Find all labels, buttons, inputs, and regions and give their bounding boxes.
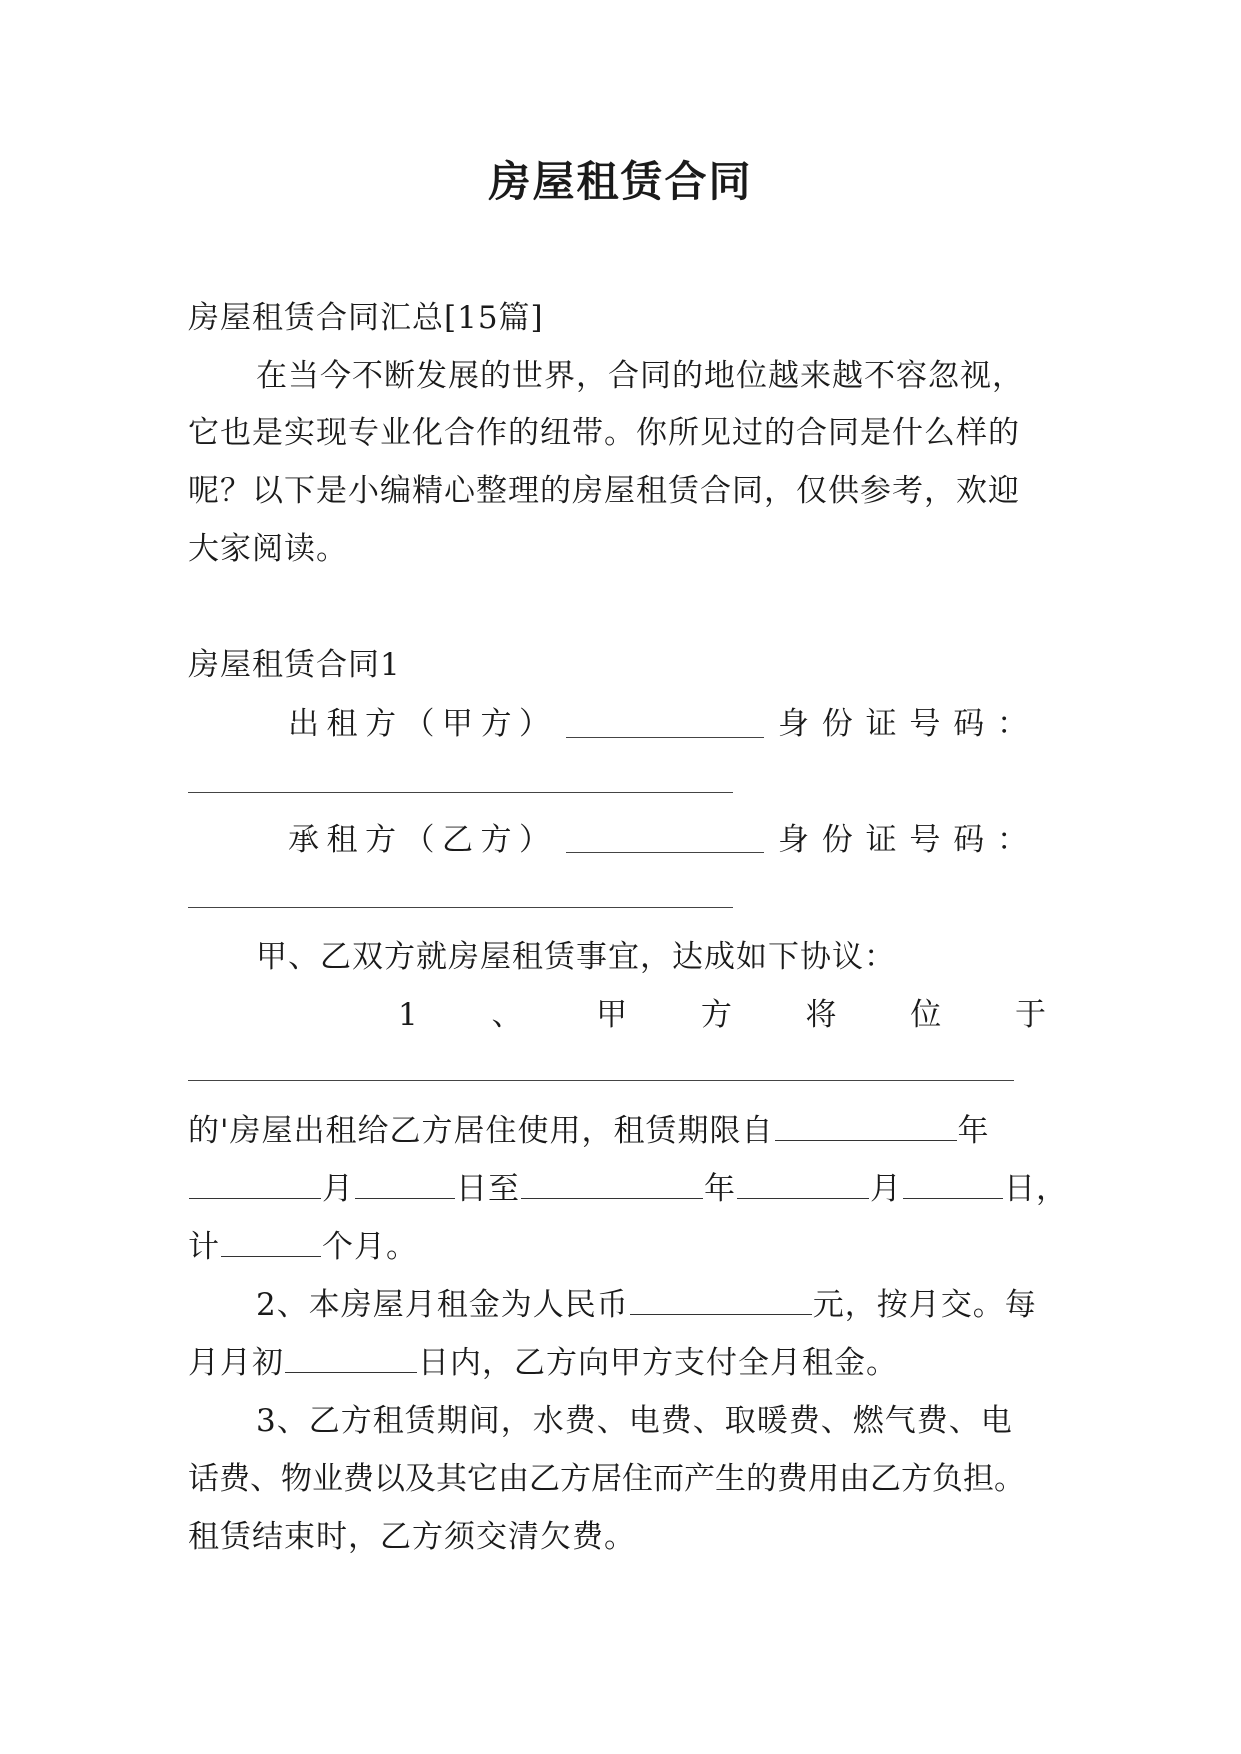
lessor-id-char: 身	[778, 706, 809, 742]
total-months-blank	[221, 1228, 321, 1257]
lessor-id-char: 证	[865, 706, 897, 742]
lessor-id-char: 码	[953, 706, 985, 742]
lessee-char: 租	[326, 822, 358, 858]
lessor-name-blank	[566, 737, 764, 738]
start-day-blank	[355, 1170, 455, 1199]
lessee-char: 乙	[442, 822, 473, 858]
lessee-id-blank	[188, 907, 733, 908]
lessee-id-char: 份	[821, 822, 853, 858]
clause2-text-2: 元，按月交。每	[812, 1287, 1037, 1323]
lessee-char: （	[403, 822, 435, 858]
clause1-char: 将	[805, 997, 837, 1033]
lessor-id-blank	[188, 792, 733, 793]
clause1-char: 1	[398, 997, 418, 1033]
start-month-blank	[189, 1170, 321, 1199]
lessee-id-char: 证	[865, 822, 897, 858]
lessor-char: （	[403, 706, 435, 742]
clause1-line-3	[188, 1225, 418, 1269]
clause2-line-1	[256, 1283, 1037, 1327]
lessor-char: ）	[519, 706, 550, 742]
lessee-char: ）	[519, 822, 550, 858]
lessor-char: 方	[480, 706, 512, 742]
clause2-line-2	[188, 1341, 898, 1385]
end-year-blank	[521, 1170, 703, 1199]
lessor-char: 租	[326, 706, 358, 742]
lessee-id-char: 号	[909, 822, 941, 858]
clause1-char: 于	[1014, 997, 1046, 1033]
clause1-line-1	[188, 1109, 990, 1153]
end-month-blank	[737, 1170, 869, 1199]
lessor-id-char: 份	[821, 706, 853, 742]
lessee-id-char: 身	[778, 822, 809, 858]
lessor-id-char: ：	[996, 706, 1028, 742]
clause1-char: 、	[491, 997, 523, 1033]
clause1-lease-text: 的'房屋出租给乙方居住使用，租赁期限自	[188, 1113, 774, 1149]
lessee-label	[288, 818, 550, 862]
intro-line-4: 大家阅读。	[188, 531, 348, 567]
section-heading: 房屋租赁合同1	[188, 647, 401, 683]
lessee-char: 方	[480, 822, 512, 858]
clause2-text-4: 日内，乙方向甲方支付全月租金。	[418, 1345, 898, 1381]
lessor-char: 出	[288, 706, 319, 742]
summary-heading: 房屋租赁合同汇总[15篇]	[188, 300, 544, 336]
lessee-char: 承	[288, 822, 319, 858]
rent-amount-blank	[630, 1286, 812, 1315]
clause3-line-2: 话费、物业费以及其它由乙方居住而产生的费用由乙方负担。	[188, 1461, 1025, 1497]
clause2-text-3: 月月初	[188, 1345, 284, 1381]
months-label: 个月。	[322, 1229, 418, 1265]
intro-line-3: 呢？以下是小编精心整理的房屋租赁合同，仅供参考，欢迎	[188, 473, 1020, 509]
lessee-char: 方	[365, 822, 396, 858]
clause2-text-1: 2、本房屋月租金为人民币	[256, 1287, 629, 1323]
payment-day-blank	[285, 1344, 417, 1373]
clause1-char: 甲	[596, 997, 628, 1033]
day-to-label: 日至	[456, 1171, 520, 1207]
year-label: 年	[704, 1171, 736, 1207]
lessee-id-label	[778, 818, 1028, 862]
address-blank	[188, 1080, 1014, 1081]
end-day-blank	[903, 1170, 1003, 1199]
lessor-char: 方	[365, 706, 396, 742]
year-label: 年	[957, 1113, 990, 1149]
total-label: 计	[188, 1229, 220, 1265]
lessor-id-char: 号	[909, 706, 941, 742]
clause1-lead	[398, 993, 1046, 1037]
lessor-label	[288, 702, 550, 746]
intro-line-1: 在当今不断发展的世界，合同的地位越来越不容忽视，	[256, 358, 1024, 394]
lessee-id-char: ：	[996, 822, 1028, 858]
lessee-id-char: 码	[953, 822, 985, 858]
clause1-line-2	[188, 1167, 1068, 1211]
lessor-id-label	[778, 702, 1028, 746]
clause3-line-3: 租赁结束时，乙方须交清欠费。	[188, 1519, 636, 1555]
day-end-label: 日，	[1004, 1171, 1068, 1207]
intro-line-2: 它也是实现专业化合作的纽带。你所见过的合同是什么样的	[188, 415, 1020, 451]
lessee-name-blank	[566, 852, 764, 853]
month-label: 月	[870, 1171, 902, 1207]
clause3-line-1: 3、乙方租赁期间，水费、电费、取暖费、燃气费、电	[256, 1403, 1013, 1439]
lessor-char: 甲	[442, 706, 473, 742]
document-title: 房屋租赁合同	[488, 157, 753, 206]
clause1-char: 方	[700, 997, 732, 1033]
month-label: 月	[322, 1171, 354, 1207]
start-year-blank	[775, 1112, 957, 1141]
clause1-char: 位	[910, 997, 942, 1033]
agreement-line: 甲、乙双方就房屋租赁事宜，达成如下协议：	[256, 939, 896, 975]
